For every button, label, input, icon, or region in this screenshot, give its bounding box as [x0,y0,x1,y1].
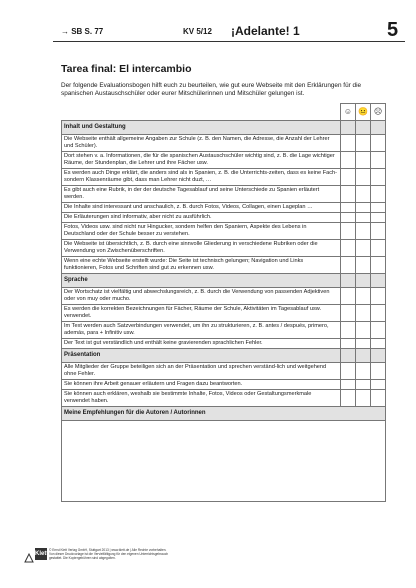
rating-checkbox[interactable] [371,212,386,222]
neutral-face-icon: 😐 [356,104,371,121]
rating-checkbox[interactable] [341,304,356,321]
intro-text: Der folgende Evaluationsbogen hilft euch zu beurteilen, wie gut eure Webseite mit den Erklärungen für die spanischen Austauschschüler oder eurer Mitschülerinnen und Mitschüler gelungen ist. [61,82,362,98]
rating-checkbox[interactable] [341,362,356,379]
sad-face-icon: ☹ [371,104,386,121]
section-rating-cell [341,273,356,287]
section-title: Inhalt und Gestaltung [62,120,341,134]
rating-checkbox[interactable] [341,287,356,304]
criterion-text: Im Text werden auch Satzverbindungen verwendet, um ihn zu strukturieren, z. B. antes / después, primero, además, para + Infinitiv usw. [62,321,341,338]
recommendations-writing-area[interactable] [62,420,386,501]
page-header [53,19,405,41]
criterion-row [62,287,386,304]
rating-checkbox[interactable] [371,379,386,389]
rating-checkbox[interactable] [371,134,386,151]
criterion-text: Dort stehen v. a. Informationen, die für die spanischen Austauschschüler wichtig sind, z. B. die Lage wichtiger Räume, der Stundenplan, die Lehrer und ihre Fächer usw. [62,151,341,168]
rating-checkbox[interactable] [356,239,371,256]
recommendations-heading-row [62,406,386,420]
criterion-text: Wenn eine echte Webseite erstellt wurde: Die Seite ist technisch gelungen; Navigation und Links funktionieren, Fotos und Schriften sind gut zu erkennen usw. [62,256,341,273]
rating-checkbox[interactable] [341,212,356,222]
rating-checkbox[interactable] [356,379,371,389]
criterion-row [62,338,386,348]
criterion-row [62,304,386,321]
rating-checkbox[interactable] [371,168,386,185]
criterion-text: Es werden die korrekten Bezeichnungen für Fächer, Räume der Schule, Aktivitäten im Tagesablauf usw. verwendet. [62,304,341,321]
rating-checkbox[interactable] [341,239,356,256]
rating-checkbox[interactable] [371,304,386,321]
criterion-row [62,168,386,185]
copyright-footer: © Ernst Klett Verlag GmbH, Stuttgart 2013 | www.klett.de | Alle Rechte vorbehalten. Von dieser Druckvorlage ist die Vervielfältigung für den eigenen Unterrichtsgebrauch gestattet. Die Kopiergebühren sind abgegolten. [49,548,169,560]
rating-checkbox[interactable] [356,151,371,168]
criterion-row [62,185,386,202]
textbook-reference: → SB S. 77 [61,27,104,36]
rating-checkbox[interactable] [356,287,371,304]
section-heading-row [62,348,386,362]
page-title: Tarea final: El intercambio [61,63,192,75]
rating-checkbox[interactable] [341,389,356,406]
rating-checkbox[interactable] [371,239,386,256]
criterion-text: Der Wortschatz ist vielfältig und abwechslungsreich, z. B. durch die Verwendung von passenden Adjektiven oder von muy oder mucho. [62,287,341,304]
criterion-row [62,362,386,379]
happy-face-icon: ☺ [341,104,356,121]
criterion-row [62,212,386,222]
criterion-row [62,239,386,256]
rating-header-spacer [62,104,341,121]
evaluation-table [61,103,386,502]
rating-checkbox[interactable] [371,389,386,406]
section-rating-cell [341,348,356,362]
rating-checkbox[interactable] [341,256,356,273]
section-rating-cell [371,120,386,134]
section-heading-row [62,120,386,134]
section-title: Präsentation [62,348,341,362]
criterion-text: Der Text ist gut verständlich und enthält keine gravierenden sprachlichen Fehler. [62,338,341,348]
section-rating-cell [341,120,356,134]
rating-checkbox[interactable] [341,321,356,338]
book-title: ¡Adelante! 1 [231,24,300,38]
rating-checkbox[interactable] [341,185,356,202]
rating-checkbox[interactable] [341,222,356,239]
rating-checkbox[interactable] [341,202,356,212]
criterion-row [62,202,386,212]
criterion-text: Alle Mitglieder der Gruppe beteiligen sich an der Präsentation und sprechen verständ-lich und weitgehend ohne Fehler. [62,362,341,379]
rating-checkbox[interactable] [371,222,386,239]
rating-checkbox[interactable] [371,287,386,304]
rating-checkbox[interactable] [356,321,371,338]
criterion-text: Die Webseite enthält allgemeine Angaben zur Schule (z. B. den Namen, die Adresse, die Anzahl der Lehrer und Schüler). [62,134,341,151]
rating-checkbox[interactable] [356,134,371,151]
rating-checkbox[interactable] [356,256,371,273]
criterion-row [62,321,386,338]
criterion-row [62,379,386,389]
page-number: 5 [387,19,399,41]
rating-checkbox[interactable] [371,202,386,212]
rating-checkbox[interactable] [371,256,386,273]
criterion-text: Die Inhalte sind interessant und anschaulich, z. B. durch Fotos, Videos, Collagen, einen Lageplan … [62,202,341,212]
section-heading-row [62,273,386,287]
worksheet-code: KV 5/12 [183,27,212,36]
criterion-text: Fotos, Videos usw. sind nicht nur Hingucker, sondern helfen den Spaniern, Aspekte des Lebens in Deutschland oder der Schule besser zu verstehen. [62,222,341,239]
rating-checkbox[interactable] [356,304,371,321]
klett-logo: Klett [35,548,47,560]
rating-checkbox[interactable] [356,168,371,185]
section-title: Sprache [62,273,341,287]
rating-checkbox[interactable] [356,338,371,348]
rating-checkbox[interactable] [356,185,371,202]
rating-checkbox[interactable] [356,212,371,222]
criterion-row [62,222,386,239]
rating-checkbox[interactable] [341,379,356,389]
rating-checkbox[interactable] [356,362,371,379]
criterion-row [62,151,386,168]
rating-checkbox[interactable] [356,389,371,406]
recommendations-title: Meine Empfehlungen für die Autoren / Autorinnen [62,406,386,420]
criterion-text: Es werden auch Dinge erklärt, die anders sind als in Spanien, z. B. die Unterrichts-zeiten, dass es keine Fach- sondern Klassenräume gibt, dass man Lehrer nicht duzt, … [62,168,341,185]
recommendations-textbox[interactable] [62,420,386,501]
header-divider [53,41,405,42]
rating-checkbox[interactable] [341,151,356,168]
criterion-text: Die Erläuterungen sind informativ, aber nicht zu ausführlich. [62,212,341,222]
criterion-row [62,134,386,151]
rating-checkbox[interactable] [341,168,356,185]
rating-checkbox[interactable] [341,338,356,348]
rating-checkbox[interactable] [356,222,371,239]
rating-checkbox[interactable] [341,134,356,151]
criterion-text: Sie können ihre Arbeit genauer erläutern und Fragen dazu beantworten. [62,379,341,389]
section-rating-cell [356,120,371,134]
section-rating-cell [356,273,371,287]
section-rating-cell [371,273,386,287]
rating-checkbox[interactable] [371,362,386,379]
criterion-text: Es gibt auch eine Rubrik, in der der deutsche Tagesablauf und seine Unterschiede zu Spanien erläutert werden. [62,185,341,202]
rating-checkbox[interactable] [371,321,386,338]
rating-header-row [62,104,386,121]
criterion-text: Sie können auch erklären, weshalb sie bestimmte Inhalte, Fotos, Videos oder Gestaltungsmerkmale verwendet haben. [62,389,341,406]
publisher-logo-icon [24,550,34,560]
rating-checkbox[interactable] [356,202,371,212]
section-rating-cell [371,348,386,362]
criterion-row [62,389,386,406]
rating-checkbox[interactable] [371,338,386,348]
rating-checkbox[interactable] [371,185,386,202]
criterion-text: Die Webseite ist übersichtlich, z. B. durch eine sinnvolle Gliederung in verschiedene Rubriken oder die Verwendung von Zwischenüberschriften. [62,239,341,256]
criterion-row [62,256,386,273]
rating-checkbox[interactable] [371,151,386,168]
section-rating-cell [356,348,371,362]
